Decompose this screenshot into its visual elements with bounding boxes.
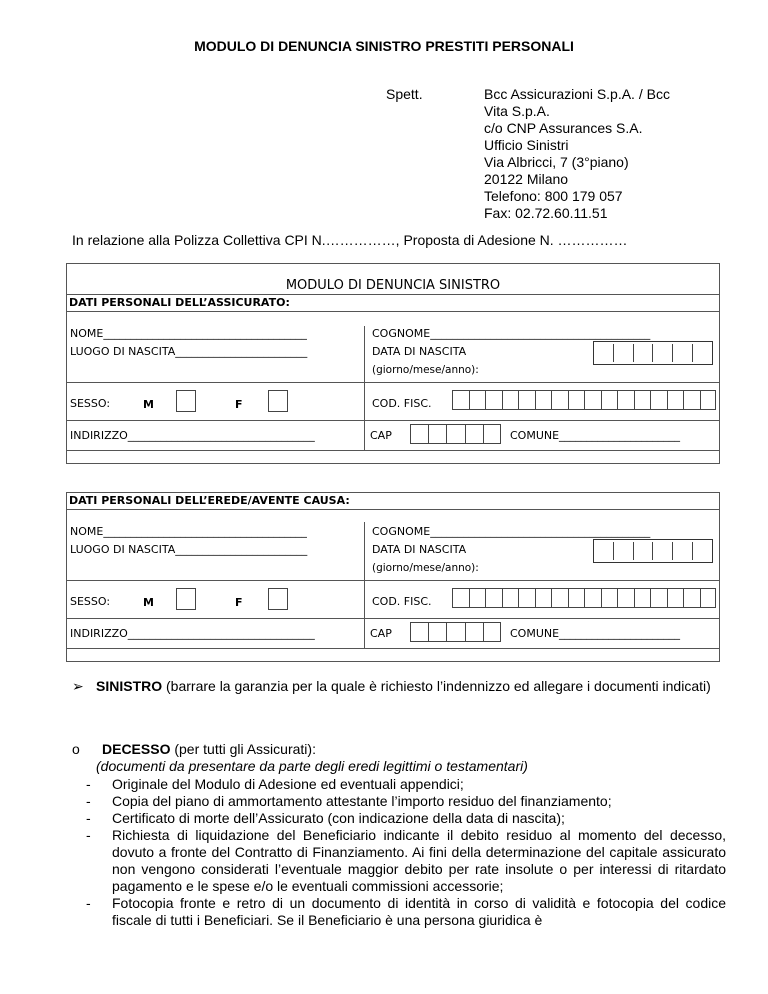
sesso-m-label: M bbox=[143, 398, 154, 411]
char-box-divider bbox=[485, 588, 486, 608]
sesso-f-checkbox[interactable] bbox=[268, 390, 288, 412]
char-box-divider bbox=[428, 424, 429, 444]
sesso-f-label: F bbox=[235, 398, 243, 411]
sesso-m-checkbox[interactable] bbox=[176, 588, 196, 610]
char-box-divider bbox=[535, 390, 536, 410]
cognome-field[interactable]: COGNOME________________________________________ bbox=[372, 327, 651, 340]
char-box-divider bbox=[518, 588, 519, 608]
address-line: Fax: 02.72.60.11.51 bbox=[484, 205, 608, 221]
char-box-divider bbox=[551, 588, 552, 608]
address-line: Ufficio Sinistri bbox=[484, 137, 569, 153]
char-box-divider bbox=[683, 390, 684, 410]
char-box-divider bbox=[634, 588, 635, 608]
list-item: - Richiesta di liquidazione del Beneficiario indicante il debito residuo al momento del decesso, dovuto a fronte del Contratto di Finanziamento. Ai fini della determinazione del capitale assicurato non vengono considerati l’eventuale maggior debito per rate insolute o per interessi di ritardato pagamento e le spese e/o le eventuali commissioni accessorie; bbox=[86, 827, 726, 894]
sesso-f-checkbox[interactable] bbox=[268, 588, 288, 610]
char-box-divider bbox=[428, 622, 429, 642]
char-box-divider bbox=[483, 622, 484, 642]
document-title: MODULO DI DENUNCIA SINISTRO PRESTITI PERSONALI bbox=[194, 38, 574, 54]
address-line: 20122 Milano bbox=[484, 171, 569, 187]
divider bbox=[66, 382, 720, 383]
recipient-address bbox=[484, 86, 670, 222]
cod-fisc-label: COD. FISC. bbox=[372, 397, 432, 410]
decesso-text: (per tutti gli Assicurati): bbox=[170, 741, 316, 757]
dash-bullet: - bbox=[86, 895, 91, 911]
list-item: - Copia del piano di ammortamento attestante l’importo residuo del finanziamento; bbox=[86, 793, 612, 809]
decesso-subtitle: (documenti da presentare da parte degli eredi legittimi o testamentari) bbox=[96, 758, 528, 774]
comune-field[interactable]: COMUNE______________________ bbox=[510, 429, 681, 442]
char-box-divider bbox=[700, 390, 701, 410]
data-nascita-boxes[interactable] bbox=[593, 341, 713, 365]
char-box-divider bbox=[465, 424, 466, 444]
address-line: c/o CNP Assurances S.A. bbox=[484, 120, 643, 136]
nome-field[interactable]: NOME_____________________________________ bbox=[70, 327, 307, 340]
decesso-label: DECESSO bbox=[102, 741, 171, 757]
sesso-f-label: F bbox=[235, 596, 243, 609]
cap-label: CAP bbox=[370, 627, 392, 640]
address-line: Telefono: 800 179 057 bbox=[484, 188, 623, 204]
sesso-label: SESSO: bbox=[70, 595, 111, 608]
char-box-divider bbox=[667, 588, 668, 608]
char-box-divider bbox=[617, 588, 618, 608]
char-box-divider bbox=[469, 390, 470, 410]
cognome-field[interactable]: COGNOME________________________________________ bbox=[372, 525, 651, 538]
indirizzo-field[interactable]: INDIRIZZO__________________________________ bbox=[70, 627, 315, 640]
arrow-bullet-icon: ➢ bbox=[72, 678, 84, 694]
char-box-divider bbox=[700, 588, 701, 608]
sesso-m-checkbox[interactable] bbox=[176, 390, 196, 412]
char-box-divider bbox=[446, 622, 447, 642]
char-box-divider bbox=[650, 390, 651, 410]
char-box-divider bbox=[601, 588, 602, 608]
sinistro-text: (barrare la garanzia per la quale è richiesto l’indennizzo ed allegare i documenti indicati) bbox=[162, 678, 711, 694]
sinistro-section bbox=[72, 678, 724, 695]
char-box-divider bbox=[601, 390, 602, 410]
data-format-hint: (giorno/mese/anno): bbox=[372, 364, 479, 376]
sesso-label: SESSO: bbox=[70, 397, 111, 410]
sinistro-label: SINISTRO bbox=[96, 678, 163, 694]
char-box-divider bbox=[502, 588, 503, 608]
divider bbox=[66, 420, 720, 421]
dash-bullet: - bbox=[86, 793, 91, 809]
char-box-divider bbox=[650, 588, 651, 608]
cap-boxes[interactable] bbox=[410, 424, 501, 444]
cod-fisc-label: COD. FISC. bbox=[372, 595, 432, 608]
decesso-section bbox=[72, 741, 724, 775]
cap-label: CAP bbox=[370, 429, 392, 442]
char-box-divider bbox=[568, 390, 569, 410]
dash-bullet: - bbox=[86, 776, 91, 792]
list-item: - Certificato di morte dell’Assicurato (con indicazione della data di nascita); bbox=[86, 810, 565, 826]
data-nascita-label: DATA DI NASCITA bbox=[372, 345, 467, 358]
data-nascita-boxes[interactable] bbox=[593, 539, 713, 563]
divider bbox=[66, 450, 720, 451]
char-box-divider bbox=[568, 588, 569, 608]
comune-field[interactable]: COMUNE______________________ bbox=[510, 627, 681, 640]
policy-reference-line: In relazione alla Polizza Collettiva CPI N.……………, Proposta di Adesione N. …………… bbox=[72, 232, 628, 248]
char-box-divider bbox=[485, 390, 486, 410]
divider bbox=[66, 618, 720, 619]
luogo-nascita-field[interactable]: LUOGO DI NASCITA________________________ bbox=[70, 543, 308, 556]
char-box-divider bbox=[551, 390, 552, 410]
char-box-divider bbox=[667, 390, 668, 410]
sesso-m-label: M bbox=[143, 596, 154, 609]
required-documents-list bbox=[86, 776, 726, 929]
form-title: MODULO DI DENUNCIA SINISTRO bbox=[285, 278, 501, 293]
dash-bullet: - bbox=[86, 810, 91, 826]
char-box-divider bbox=[617, 390, 618, 410]
luogo-nascita-field[interactable]: LUOGO DI NASCITA________________________ bbox=[70, 345, 308, 358]
divider bbox=[66, 580, 720, 581]
dash-bullet: - bbox=[86, 827, 91, 843]
indirizzo-field[interactable]: INDIRIZZO__________________________________ bbox=[70, 429, 315, 442]
address-line: Via Albricci, 7 (3°piano) bbox=[484, 154, 629, 170]
list-item: - Fotocopia fronte e retro di un documento di identità in corso di validità e fotocopia del codice fiscale di tutti i Beneficiari. Se il Beneficiario è una persona giuridica è bbox=[86, 895, 726, 928]
divider bbox=[364, 326, 365, 450]
char-box-divider bbox=[446, 424, 447, 444]
char-box-divider bbox=[584, 588, 585, 608]
nome-field[interactable]: NOME_____________________________________ bbox=[70, 525, 307, 538]
data-format-hint: (giorno/mese/anno): bbox=[372, 562, 479, 574]
spett-label: Spett. bbox=[386, 86, 423, 102]
char-box-divider bbox=[469, 588, 470, 608]
char-box-divider bbox=[465, 622, 466, 642]
divider bbox=[364, 522, 365, 648]
char-box-divider bbox=[683, 588, 684, 608]
section-header-assicurato: DATI PERSONALI DELL’ASSICURATO: bbox=[66, 294, 720, 312]
data-nascita-label: DATA DI NASCITA bbox=[372, 543, 467, 556]
char-box-divider bbox=[634, 390, 635, 410]
char-box-divider bbox=[483, 424, 484, 444]
circle-bullet-icon: o bbox=[72, 741, 80, 757]
address-line: Bcc Assicurazioni S.p.A. / Bcc bbox=[484, 86, 670, 102]
cap-boxes[interactable] bbox=[410, 622, 501, 642]
char-box-divider bbox=[518, 390, 519, 410]
char-box-divider bbox=[584, 390, 585, 410]
section-header-erede: DATI PERSONALI DELL’EREDE/AVENTE CAUSA: bbox=[66, 492, 720, 510]
divider bbox=[66, 648, 720, 649]
list-item: - Originale del Modulo di Adesione ed eventuali appendici; bbox=[86, 776, 464, 792]
char-box-divider bbox=[502, 390, 503, 410]
char-box-divider bbox=[535, 588, 536, 608]
address-line: Vita S.p.A. bbox=[484, 103, 550, 119]
